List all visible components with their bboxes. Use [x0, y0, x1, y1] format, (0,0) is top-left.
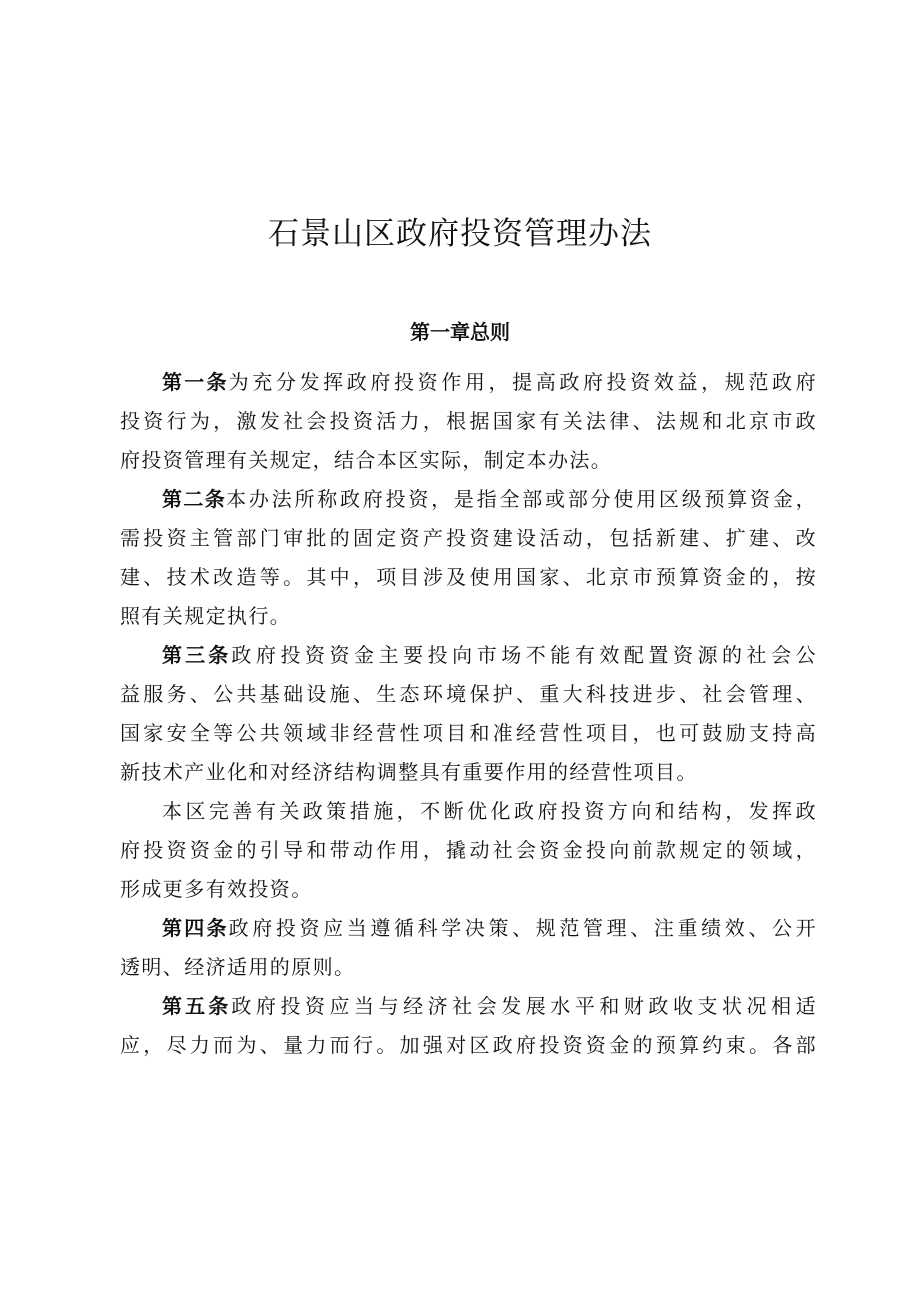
article-label: 第五条 [162, 994, 232, 1018]
paragraph-line: 第四条政府投资应当遵循科学决策、规范管理、注重绩效、公开 [162, 916, 818, 940]
chapter-title: 第一章总则 [410, 320, 510, 344]
paragraph-line: 透明、经济适用的原则。 [120, 955, 356, 979]
article-label: 第一条 [162, 370, 229, 394]
article-label: 第三条 [162, 643, 232, 667]
paragraph-line: 应，尽力而为、量力而行。加强对区政府投资资金的预算约束。各部 [120, 1033, 817, 1057]
paragraph-line: 形成更多有效投资。 [120, 877, 313, 901]
article-label: 第四条 [162, 916, 229, 940]
article-5 [120, 990, 817, 1068]
paragraph-line: 新技术产业化和对经济结构调整具有重要作用的经营性项目。 [120, 760, 698, 784]
paragraph-line: 第二条本办法所称政府投资，是指全部或部分使用区级预算资金， [162, 487, 817, 511]
article-2 [120, 483, 817, 639]
article-3-continued [120, 795, 817, 912]
document-body [120, 366, 817, 1068]
paragraph-line: 第五条政府投资应当与经济社会发展水平和财政收支状况相适 [162, 994, 818, 1018]
paragraph-line: 第一条为充分发挥政府投资作用，提高政府投资效益，规范政府 [162, 370, 818, 394]
document-title: 石景山区政府投资管理办法 [268, 216, 652, 252]
paragraph-line: 府投资资金的引导和带动作用，撬动社会资金投向前款规定的领域， [120, 838, 817, 862]
paragraph-line: 国家安全等公共领域非经营性项目和准经营性项目，也可鼓励支持高 [120, 721, 817, 745]
paragraph-line: 投资行为，激发社会投资活力，根据国家有关法律、法规和北京市政 [120, 409, 817, 433]
paragraph-line: 第三条政府投资资金主要投向市场不能有效配置资源的社会公 [162, 643, 818, 667]
paragraph-line: 府投资管理有关规定，结合本区实际，制定本办法。 [120, 448, 613, 472]
article-4 [120, 912, 817, 990]
paragraph-line: 需投资主管部门审批的固定资产投资建设活动，包括新建、扩建、改 [120, 526, 817, 550]
paragraph-line: 照有关规定执行。 [120, 604, 292, 628]
article-1 [120, 366, 817, 483]
paragraph-line: 本区完善有关政策措施，不断优化政府投资方向和结构，发挥政 [162, 799, 817, 823]
article-3 [120, 639, 817, 795]
paragraph-line: 建、技术改造等。其中，项目涉及使用国家、北京市预算资金的，按 [120, 565, 817, 589]
paragraph-line: 益服务、公共基础设施、生态环境保护、重大科技进步、社会管理、 [120, 682, 817, 706]
article-label: 第二条 [162, 487, 227, 511]
